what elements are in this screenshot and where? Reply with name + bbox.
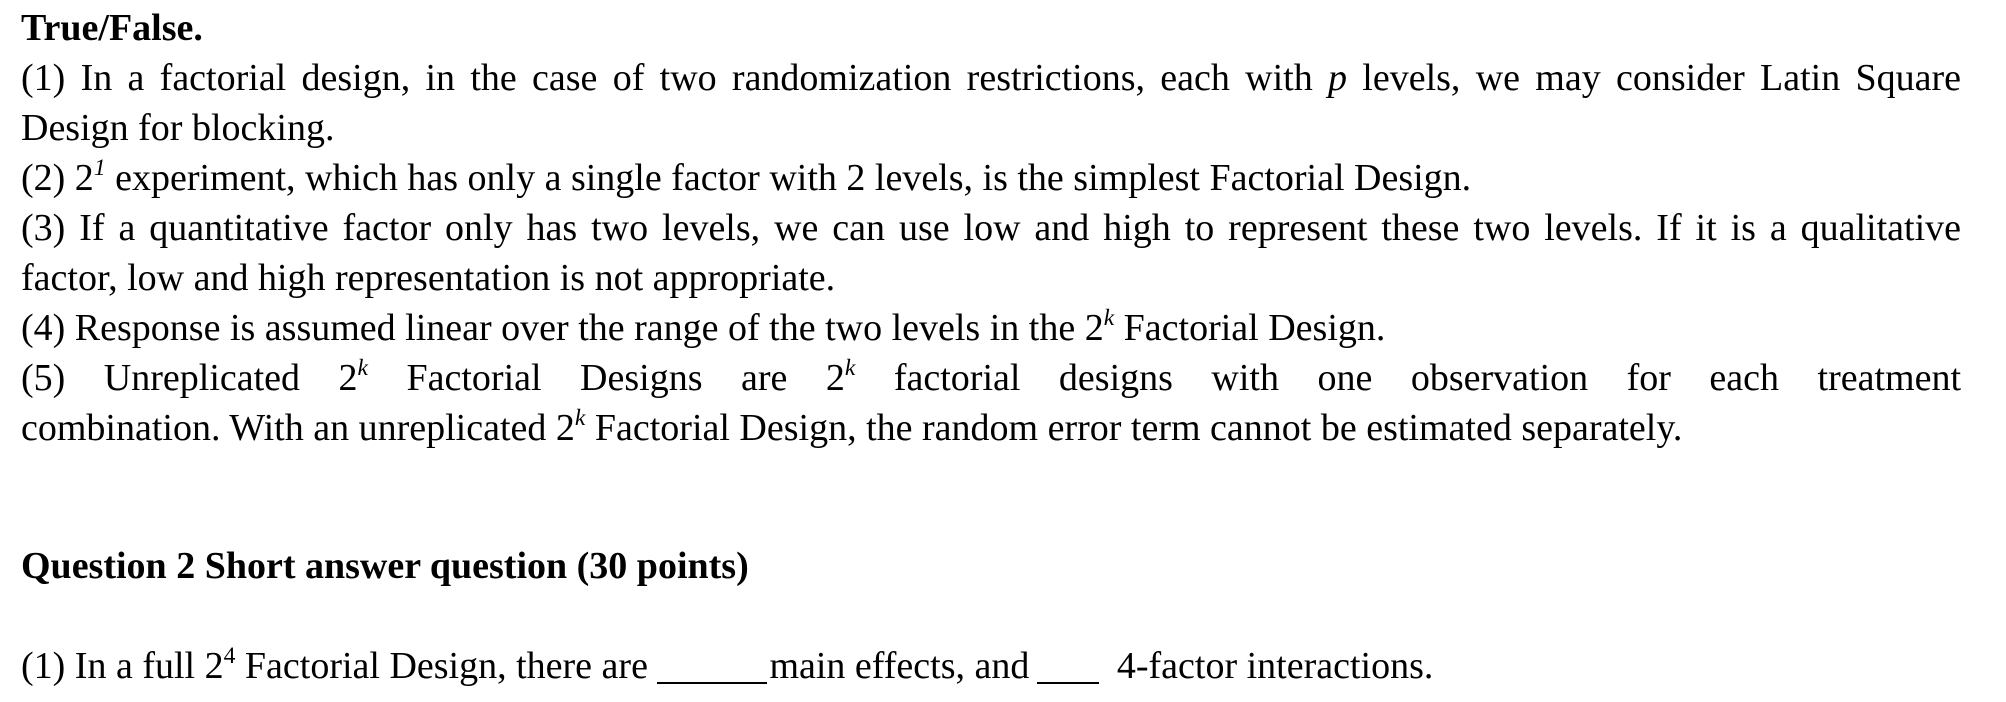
statement-4-text-a: (4) Response is assumed linear over the range of the two levels in the 2 (21, 307, 1104, 349)
question-2-item-1 (21, 641, 1433, 691)
statement-4-text-b: Factorial Design. (1114, 307, 1386, 349)
statement-5-text-a: (5) Unreplicated 2 (21, 357, 358, 399)
statement-2 (21, 153, 1961, 203)
statement-4 (21, 303, 1961, 353)
statement-1-variable: p (1328, 57, 1348, 99)
statement-2-text-a: (2) 2 (21, 157, 94, 199)
statement-5-line-1 (21, 353, 1961, 403)
document-body (21, 0, 1962, 687)
statement-1-text-b: levels, we may consider Latin Square Design for blocking. (21, 57, 1961, 149)
statement-5-line-2 (21, 403, 1961, 453)
statement-4-exponent: k (1103, 305, 1115, 332)
statement-5-exponent-1: k (357, 355, 368, 382)
statement-5-exponent-3: k (574, 405, 586, 432)
section-title-true-false: True/False. (21, 7, 203, 49)
statement-5-exponent-2: k (844, 355, 856, 382)
statement-1-text-a: (1) In a factorial design, in the case of two randomization restrictions, each with (21, 57, 1329, 99)
statement-2-text-b: experiment, which has only a single factor with 2 levels, is the simplest Factorial Design. (105, 157, 1472, 199)
statement-2-exponent: 1 (93, 155, 106, 182)
question-2-item-1-text-b: Factorial Design, there are (235, 645, 658, 687)
answer-blank-main-effects[interactable] (657, 646, 767, 684)
question-2-item-1-text-a: (1) In a full 2 (21, 645, 224, 687)
question-2-heading: Question 2 Short answer question (30 points) (21, 545, 749, 587)
statement-5-text-e: Factorial Design, the random error term cannot be estimated separately. (585, 407, 1683, 449)
statement-5-text-c: factorial designs with one observation for each treatment (855, 357, 1962, 399)
statement-5-text-d: combination. With an unreplicated 2 (21, 407, 575, 449)
question-2-item-1-text-d: 4-factor interactions. (1107, 645, 1434, 687)
question-2-item-1-text-c: main effects, and (769, 645, 1030, 687)
statement-3: (3) If a quantitative factor only has two levels, we can use low and high to represent these two levels. If it is a qualitative factor, low and high representation is not appropriate. (21, 207, 1961, 299)
statement-5-text-b: Factorial Designs are 2 (368, 357, 845, 399)
answer-blank-4-factor-interactions[interactable] (1037, 646, 1099, 684)
question-2-item-1-exponent: 4 (223, 643, 236, 670)
statement-1 (21, 53, 1961, 153)
